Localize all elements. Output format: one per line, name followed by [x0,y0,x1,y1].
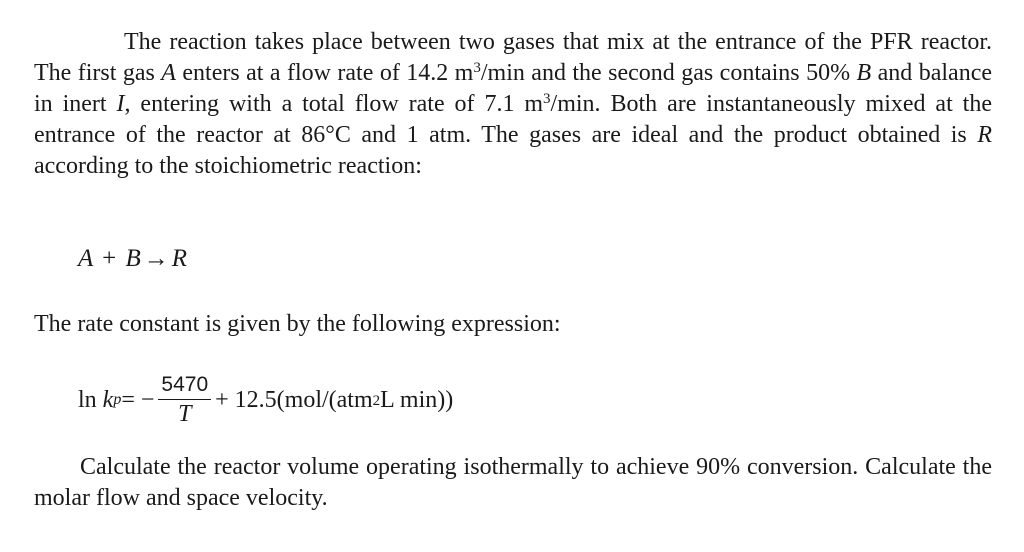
product-symbol: R [977,122,992,148]
text-segment: enters at a flow rate of 14.2 m [175,60,474,86]
reaction-arrow: → [143,245,169,272]
text-segment: , entering with a total flow rate of 7.1 m [124,91,544,117]
inert-symbol: I [116,91,125,117]
text-segment: and balance in inert [34,60,992,117]
product-r: R [171,245,187,272]
text-segment: /min and the second gas contains 50% [480,60,857,86]
exponent: 3 [543,91,551,107]
text-segment: /min. Both are instantaneously mixed at the entrance of the reactor at 86°C and 1 atm. The gases are ideal and the product obtained is [34,91,992,148]
rate-constant-intro: The rate constant is given by the following expression: [34,311,561,337]
equals-minus: = − [121,386,155,413]
gas-a-symbol: A [161,60,176,86]
problem-statement-paragraph [34,27,992,182]
question-paragraph: Calculate the reactor volume operating isothermally to achieve 90% conversion. Calculate the molar flow and space velocity. [34,454,992,511]
rate-constant-symbol: k [102,386,114,413]
exponent: 3 [473,60,481,76]
text-segment: The reaction takes place between two gases that mix at the entrance of the PFR reactor. The first gas [34,29,992,86]
fraction-denominator: T [178,401,192,427]
equation-units-end: L min)) [380,386,454,413]
ln-operator: ln [78,386,97,413]
fraction-numerator: 5470 [158,373,211,400]
plus-operator: + [102,245,117,272]
rate-constant-equation: ln k p = − $\frac{5470}{T}$ + 12.5(mol/(atm $^2$ L min)) [78,373,454,427]
equation-units: + 12.5(mol/(atm [215,386,373,413]
fraction [158,373,211,427]
gas-b-symbol: B [856,60,872,86]
text-segment: according to the stoichiometric reaction: [34,153,422,179]
reaction-equation [78,245,187,273]
reactant-b: B [125,245,141,272]
reactant-a: A [78,245,93,272]
